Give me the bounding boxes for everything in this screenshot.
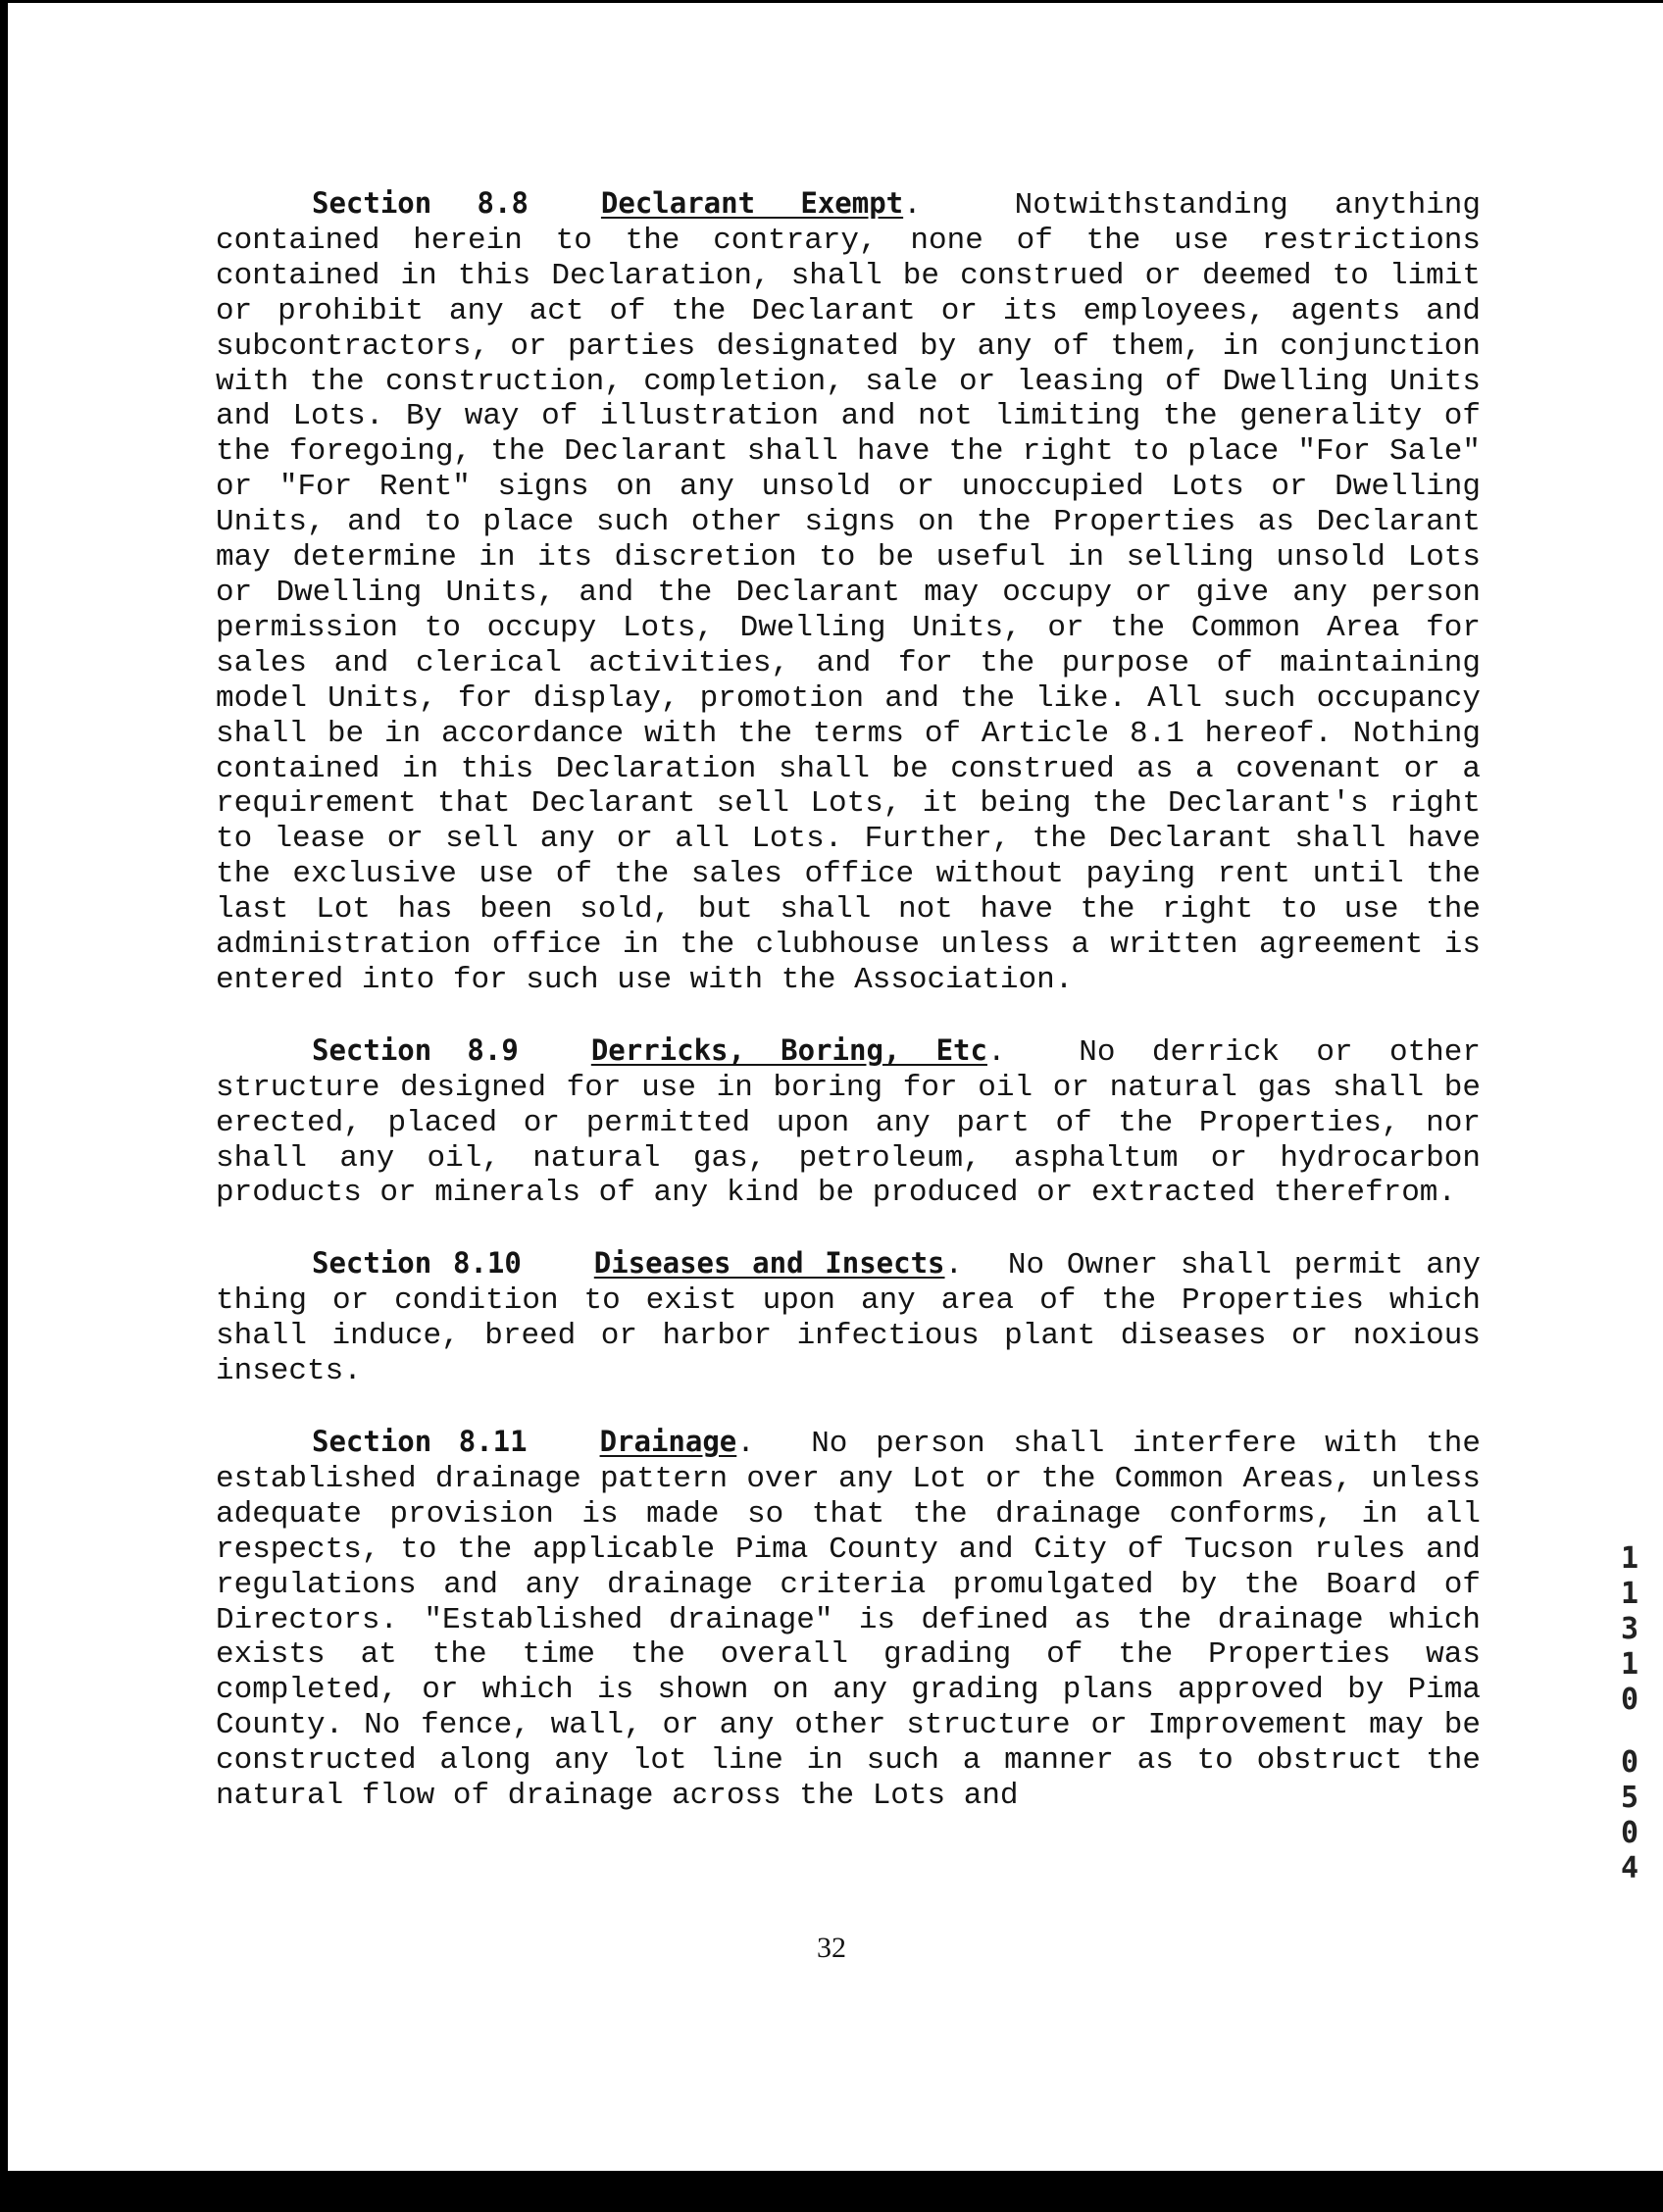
page-digit: 5 bbox=[1620, 1781, 1639, 1815]
docket-digit: 1 bbox=[1620, 1541, 1639, 1576]
section-heading: Declarant Exempt bbox=[600, 186, 904, 220]
section-body: No Owner shall permit any thing or condition to exist upon any area of the Properties which shall induce, breed or harbor infectious plant diseases or noxious insects. bbox=[216, 1248, 1481, 1389]
section-body: No person shall interfere with the established drainage pattern over any Lot or the Common Areas, unless adequate provision is made so that the drainage conforms, in all respects, to the applicable Pima County and City of Tucson rules and regulations and any drainage criteria promulgated by the Board of Directors. "Established drainage" is defined as the drainage which exists at the time the overall grading of the Properties was completed, or which is shown on any grading plans approved by Pima County. No fence, wall, or any other structure or Improvement may be constructed along any lot line in such a manner as to obstruct the natural flow of drainage across the Lots and bbox=[216, 1427, 1481, 1814]
recording-stamp bbox=[1618, 1541, 1641, 1886]
section-8-11: Section 8.11 Drainage. No person shall interfere with the established drainage pattern over any Lot or the Common Areas, unless adequate provision is made so that the drainage conforms, in all respects, to the applicable Pima County and City of Tucson rules and regulations and any drainage criteria promulgated by the Board of Directors. "Established drainage" is defined as the drainage which exists at the time the overall grading of the Properties was completed, or which is shown on any grading plans approved by Pima County. No fence, wall, or any other structure or Improvement may be constructed along any lot line in such a manner as to obstruct the natural flow of drainage across the Lots and bbox=[216, 1425, 1481, 1814]
docket-digit: 1 bbox=[1620, 1577, 1639, 1611]
page-number: 32 bbox=[817, 1932, 846, 1964]
scan-border-top bbox=[0, 0, 1663, 3]
section-label: Section 8.8 bbox=[312, 186, 529, 220]
section-body: Notwithstanding anything contained herein to the contrary, none of the use restrictions contained in this Declaration, shall be construed or deemed to limit or prohibit any act of the Declarant or its employees, agents and subcontractors, or parties designated by any of them, in conjunction with the construction, completion, sale or leasing of Dwelling Units and Lots. By way of illustration and not limiting the generality of the foregoing, the Declarant shall have the right to place "For Sale" or "For Rent" signs on any unsold or unoccupied Lots or Dwelling Units, and to place such other signs on the Properties as Declarant may determine in its discretion to be useful in selling unsold Lots or Dwelling Units, and the Declarant may occupy or give any person permission to occupy Lots, Dwelling Units, or the Common Area for sales and clerical activities, and for the purpose of maintaining model Units, for display, promotion and the like. All such occupancy shall be in accordance with the terms of Article 8.1 hereof. Nothing contained in this Declaration shall be construed as a covenant or a requirement that Declarant sell Lots, it being the Declarant's right to lease or sell any or all Lots. Further, the Declarant shall have the exclusive use of the sales office without paying rent until the last Lot has been sold, but shall not have the right to use the administration office in the clubhouse unless a written agreement is entered into for such use with the Association. bbox=[216, 188, 1482, 997]
docket-digit: 3 bbox=[1620, 1612, 1639, 1646]
page-digit: 4 bbox=[1620, 1851, 1639, 1885]
section-8-10: Section 8.10 Diseases and Insects. No Owner shall permit any thing or condition to exist upon any area of the Properties which shall induce, breed or harbor infectious plant diseases or noxious insects. bbox=[216, 1246, 1481, 1389]
page-digit: 0 bbox=[1620, 1816, 1639, 1850]
docket-digit: 0 bbox=[1620, 1683, 1639, 1717]
docket-digit: 1 bbox=[1620, 1647, 1639, 1682]
page-digit: 0 bbox=[1620, 1745, 1639, 1780]
scan-border-left bbox=[0, 0, 8, 2212]
section-heading: Diseases and Insects bbox=[593, 1246, 945, 1281]
section-heading: Drainage bbox=[599, 1425, 737, 1458]
scan-border-bottom bbox=[0, 2171, 1663, 2212]
section-8-9: Section 8.9 Derricks, Boring, Etc. No derrick or other structure designed for use in boring for oil or natural gas shall be erected, placed or permitted upon any part of the Properties, nor shall any oil, natural gas, petroleum, asphaltum or hydrocarbon products or minerals of any kind be produced or extracted therefrom. bbox=[216, 1032, 1481, 1211]
section-body: No derrick or other structure designed for use in boring for oil or natural gas shall be erected, placed or permitted upon any part of the Properties, nor shall any oil, natural gas, petroleum, asphaltum or hydrocarbon products or minerals of any kind be produced or extracted therefrom. bbox=[216, 1034, 1481, 1211]
section-label: Section 8.11 bbox=[312, 1425, 528, 1458]
section-heading: Derricks, Boring, Etc bbox=[590, 1032, 987, 1067]
section-label: Section 8.10 bbox=[312, 1246, 522, 1281]
section-label: Section 8.9 bbox=[312, 1032, 519, 1067]
document-body bbox=[216, 186, 1481, 1814]
section-8-8: Section 8.8 Declarant Exempt. Notwithstanding anything contained herein to the contrary, none of the use restrictions contained in this Declaration, shall be construed or deemed to limit or prohibit any act of the Declarant or its employees, agents and subcontractors, or parties designated by any of them, in conjunction with the construction, completion, sale or leasing of Dwelling Units and Lots. By way of illustration and not limiting the generality of the foregoing, the Declarant shall have the right to place "For Sale" or "For Rent" signs on any unsold or unoccupied Lots or Dwelling Units, and to place such other signs on the Properties as Declarant may determine in its discretion to be useful in selling unsold Lots or Dwelling Units, and the Declarant may occupy or give any person permission to occupy Lots, Dwelling Units, or the Common Area for sales and clerical activities, and for the purpose of maintaining model Units, for display, promotion and the like. All such occupancy shall be in accordance with the terms of Article 8.1 hereof. Nothing contained in this Declaration shall be construed as a covenant or a requirement that Declarant sell Lots, it being the Declarant's right to lease or sell any or all Lots. Further, the Declarant shall have the exclusive use of the sales office without paying rent until the last Lot has been sold, but shall not have the right to use the administration office in the clubhouse unless a written agreement is entered into for such use with the Association. bbox=[216, 186, 1482, 997]
